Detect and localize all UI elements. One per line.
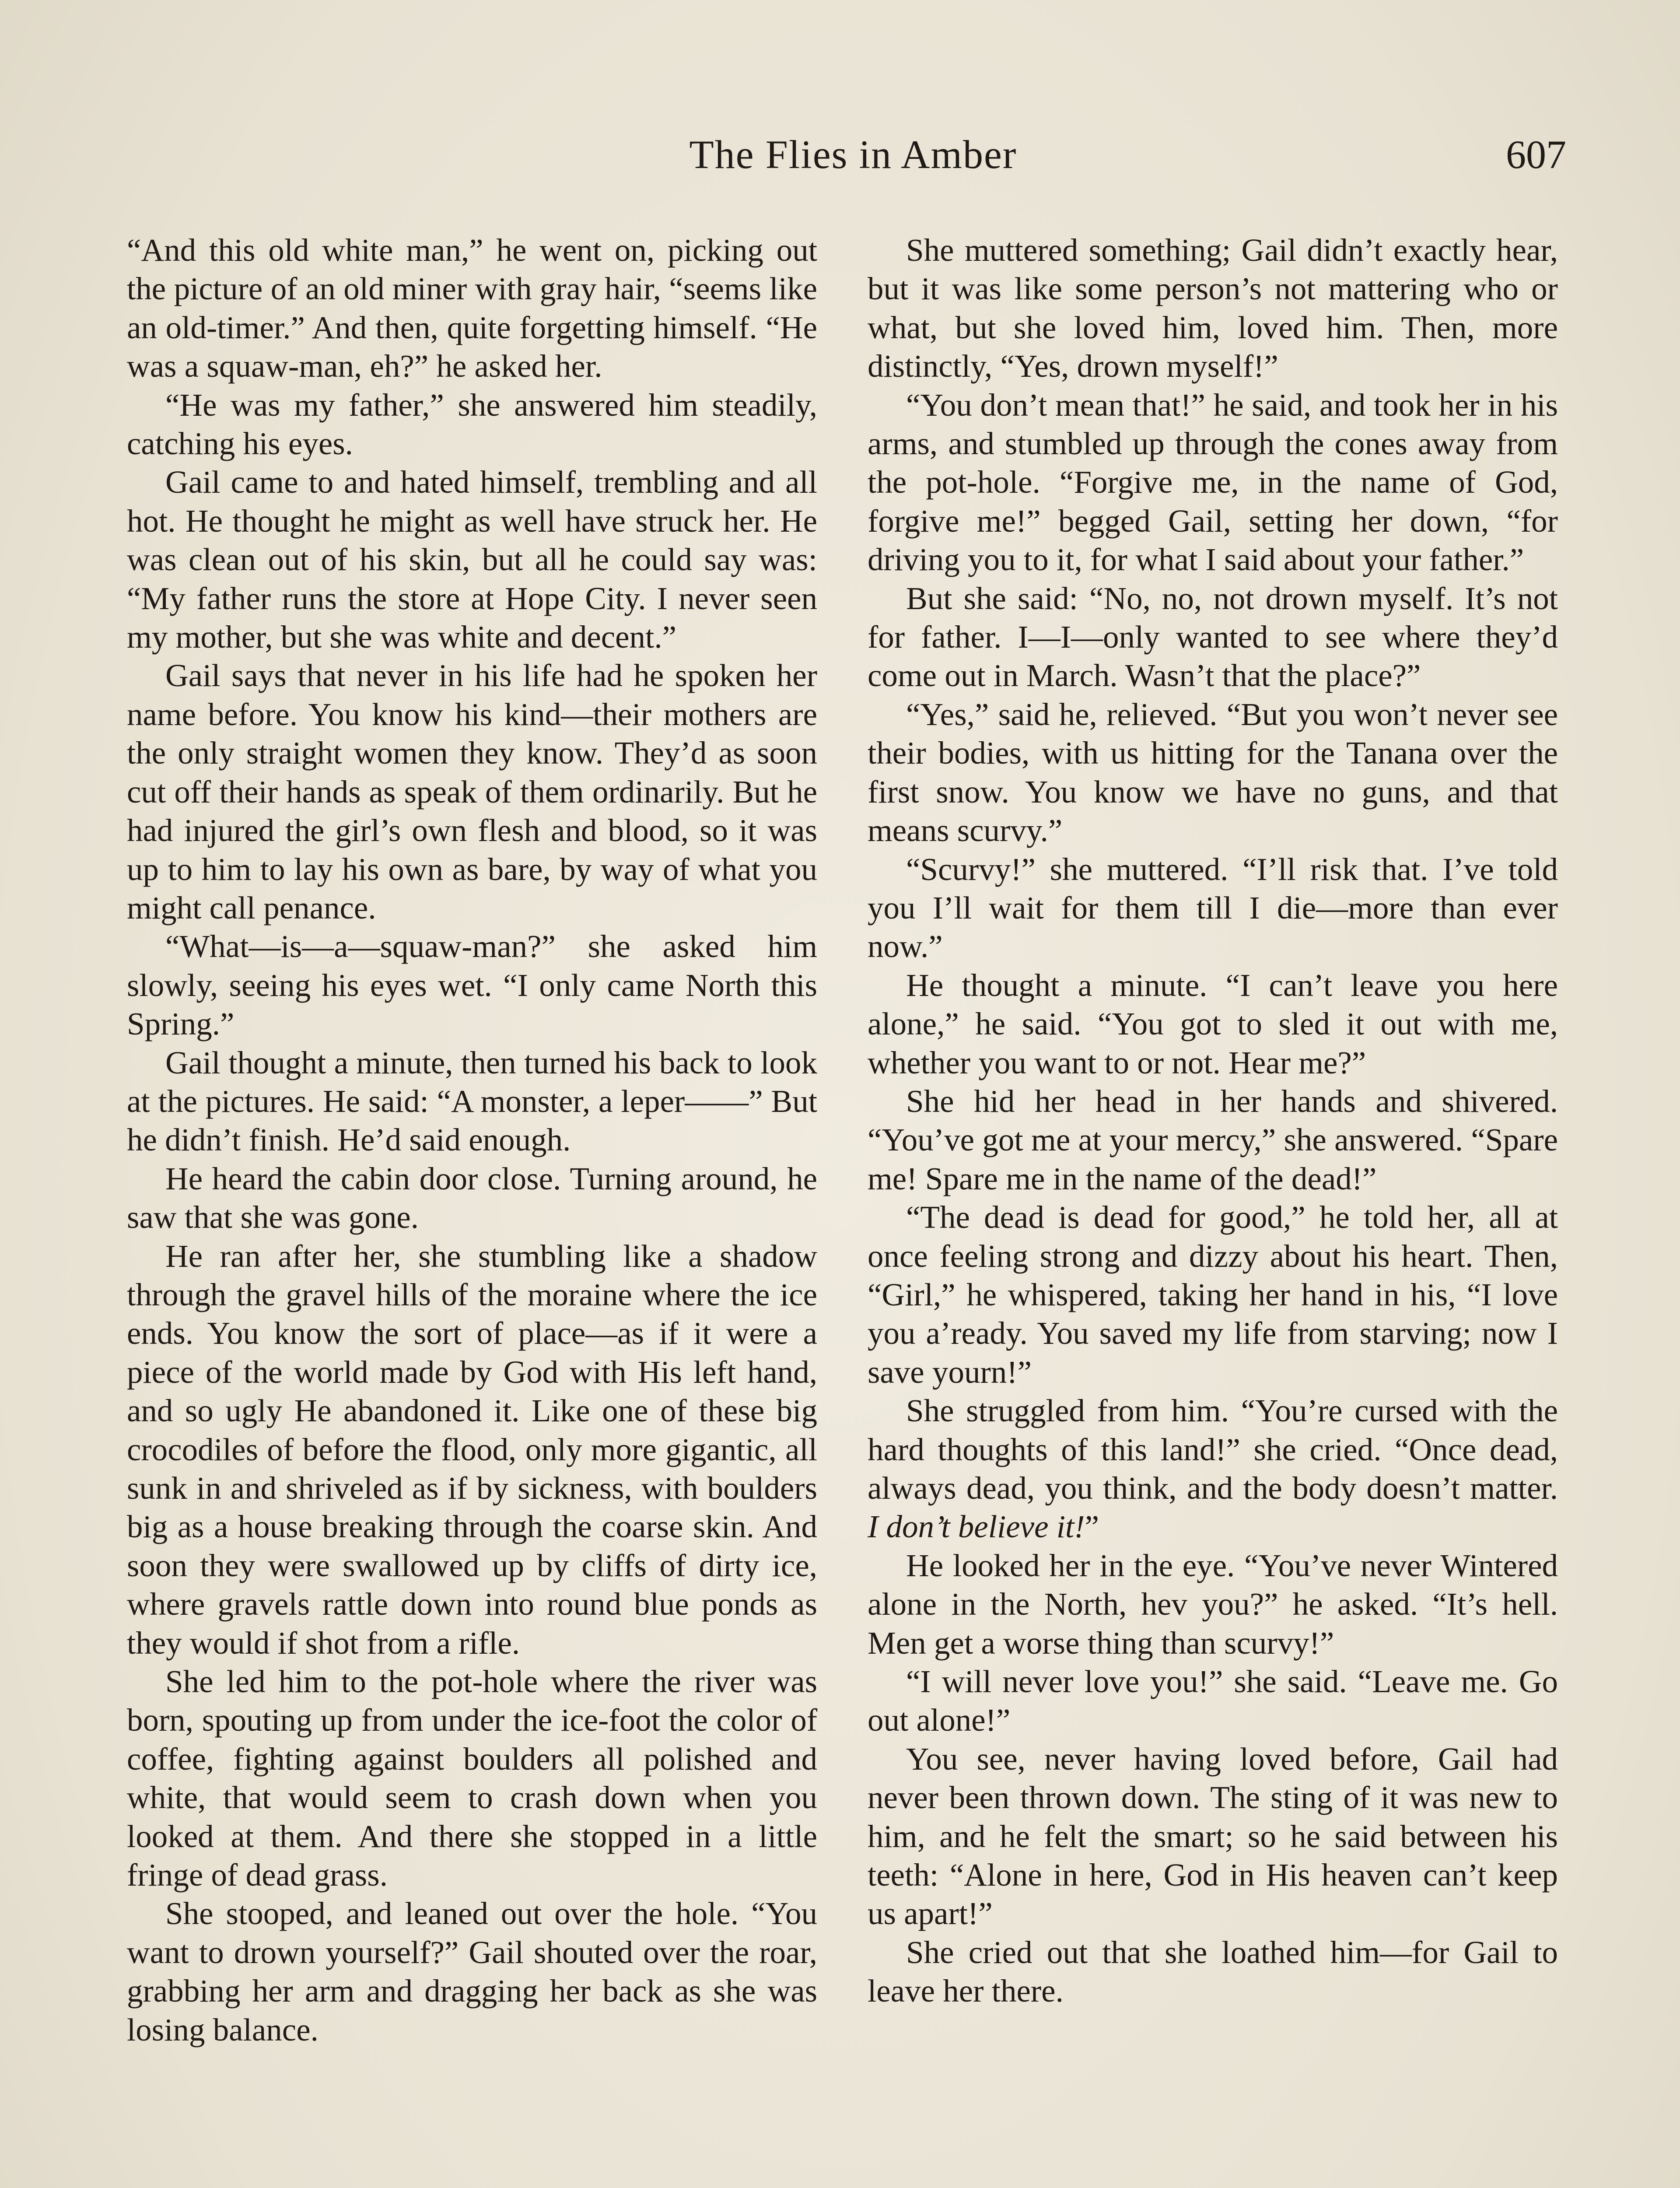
paragraph: “Yes,” said he, relieved. “But you won’t never see their bodies, with us hitting for the Tanana over the first snow. You know we have no guns, and that means scurvy.” <box>868 696 1558 849</box>
page-number: 607 <box>1506 132 1566 177</box>
paragraph: She cried out that she loathed him—for Gail to leave her there. <box>868 1934 1558 2009</box>
paragraph: He heard the cabin door close. Turning around, he saw that she was gone. <box>127 1161 817 1235</box>
paragraph: She muttered something; Gail didn’t exactly hear, but it was like some person’s not mattering who or what, but she loved him, loved him. Then, more distinctly, “Yes, drown myself!” <box>868 232 1558 384</box>
paragraph: Gail says that never in his life had he spoken her name before. You know his kind—their mothers are the only straight women they know. They’d as soon cut off their hands as speak of them ordinarily. But he had injured the girl’s own flesh and blood, so it was up to him to lay his own as bare, by way of what you might call penance. <box>127 658 817 926</box>
paragraph: “And this old white man,” he went on, picking out the picture of an old miner with gray hair, “seems like an old-timer.” And then, quite forgetting himself. “He was a squaw-man, eh?” he asked her. <box>127 232 817 384</box>
paragraph: “What—is—a—squaw-man?” she asked him slowly, seeing his eyes wet. “I only came North this Spring.” <box>127 929 817 1042</box>
italic-phrase: I don’t believe it! <box>868 1509 1085 1545</box>
paragraph: Gail came to and hated himself, trembling and all hot. He thought he might as well have struck her. He was clean out of his skin, but all he could say was: “My father runs the store at Hope City. I never seen my mother, but she was white and decent.” <box>127 464 817 655</box>
paragraph-text: She struggled from him. “You’re cursed with the hard thoughts of this land!” she cried. “Once dead, always dead, you think, and the body doesn’t matter. <box>868 1393 1558 1506</box>
running-title: The Flies in Amber <box>689 132 1017 177</box>
paragraph: “Scurvy!” she muttered. “I’ll risk that. I’ve told you I’ll wait for them till I die—more than ever now.” <box>868 851 1558 964</box>
paragraph: She led him to the pot-hole where the river was born, spouting up from under the ice-foot the color of coffee, fighting against boulders all polished and white, that would seem to crash down when you looked at them. And there she stopped in a little fringe of dead grass. <box>127 1664 817 1893</box>
paragraph: “He was my father,” she answered him steadily, catching his eyes. <box>127 387 817 462</box>
paragraph: She stooped, and leaned out over the hole. “You want to drown yourself?” Gail shouted over the roar, grabbing her arm and dragging her back as she was losing balance. <box>127 1896 817 2048</box>
closing-quote: ” <box>1085 1509 1099 1545</box>
paragraph: Gail thought a minute, then turned his back to look at the pictures. He said: “A monster, a leper——” But he didn’t finish. He’d said enough. <box>127 1045 817 1158</box>
paragraph: “I will never love you!” she said. “Leave me. Go out alone!” <box>868 1664 1558 1738</box>
left-column <box>127 231 817 2049</box>
paragraph: He thought a minute. “I can’t leave you here alone,” he said. “You got to sled it out with me, whether you want to or not. Hear me?” <box>868 967 1558 1080</box>
paragraph: “The dead is dead for good,” he told her, all at once feeling strong and dizzy about his heart. Then, “Girl,” he whispered, taking her hand in his, “I love you a’ready. You saved my life from starving; now I save yourn!” <box>868 1199 1558 1390</box>
paragraph: You see, never having loved before, Gail had never been thrown down. The sting of it was new to him, and he felt the smart; so he said between his teeth: “Alone in here, God in His heaven can’t keep us apart!” <box>868 1741 1558 1932</box>
paragraph: He looked her in the eye. “You’ve never Wintered alone in the North, hev you?” he asked. “It’s hell. Men get a worse thing than scurvy!” <box>868 1547 1558 1661</box>
right-column <box>868 231 1558 2011</box>
paragraph: But she said: “No, no, not drown myself. It’s not for father. I—I—only wanted to see where they’d come out in March. Wasn’t that the place?” <box>868 580 1558 694</box>
paragraph: She hid her head in her hands and shivered. “You’ve got me at your mercy,” she answered. “Spare me! Spare me in the name of the dead!” <box>868 1083 1558 1196</box>
paragraph: “You don’t mean that!” he said, and took her in his arms, and stumbled up through the cones away from the pot-hole. “Forgive me, in the name of God, forgive me!” begged Gail, setting her down, “for driving you to it, for what I said about your father.” <box>868 387 1558 578</box>
paragraph: He ran after her, she stumbling like a shadow through the gravel hills of the moraine where the ice ends. You know the sort of place—as if it were a piece of the world made by God with His left hand, and so ugly He abandoned it. Like one of these big crocodiles of before the flood, only more gigantic, all sunk in and shriveled as if by sickness, with boulders big as a house breaking through the coarse skin. And soon they were swallowed up by cliffs of dirty ice, where gravels rattle down into round blue ponds as they would if shot from a rifle. <box>127 1238 817 1661</box>
paragraph <box>868 1392 1558 1546</box>
